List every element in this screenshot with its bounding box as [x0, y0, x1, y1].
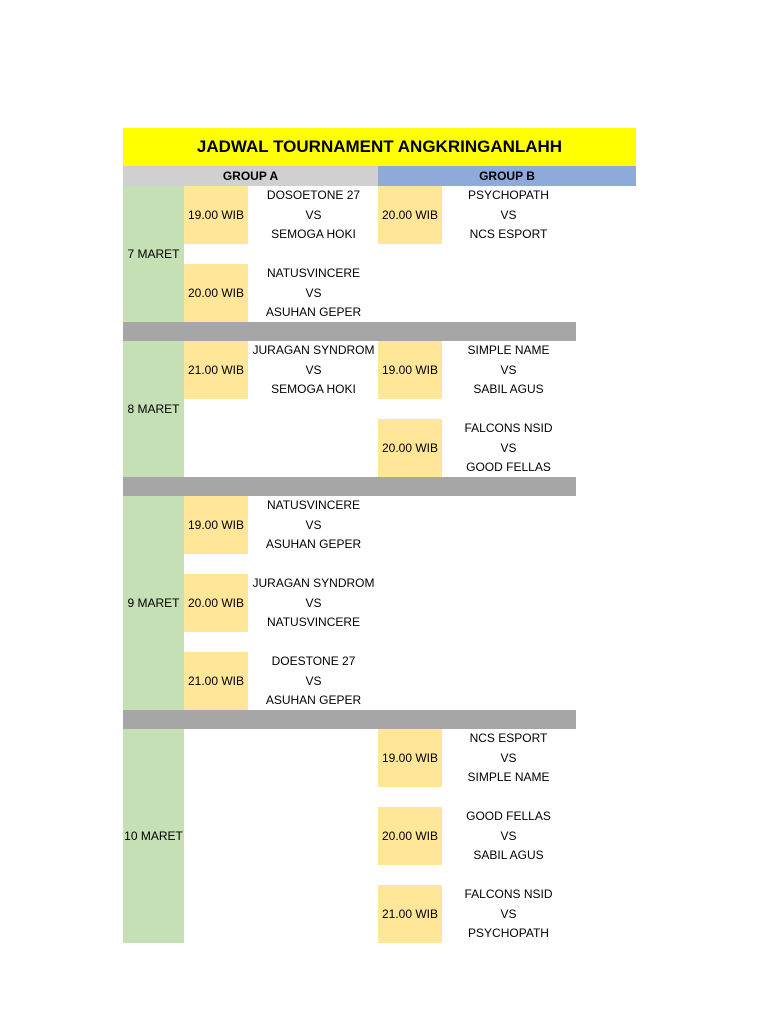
vs-label: VS: [500, 828, 517, 843]
page-title: JADWAL TOURNAMENT ANGKRINGANLAHH: [123, 128, 636, 166]
group-b-header: GROUP B: [378, 166, 636, 186]
time-cell: 19.00 WIB: [378, 729, 442, 787]
match-cell: [441, 807, 576, 865]
vs-label: VS: [500, 362, 517, 377]
day-separator: [123, 710, 576, 729]
vs-label: VS: [500, 750, 517, 765]
date-cell: 8 MARET: [123, 341, 184, 477]
vs-label: VS: [305, 595, 322, 610]
match-cell: [441, 729, 576, 787]
time-cell: 20.00 WIB: [184, 264, 248, 322]
time-cell: 19.00 WIB: [378, 341, 442, 399]
time-cell: 19.00 WIB: [184, 186, 248, 244]
team-name: GOOD FELLAS: [466, 809, 551, 823]
match-cell: [246, 341, 381, 399]
time-cell: 20.00 WIB: [378, 807, 442, 865]
date-cell: 9 MARET: [123, 496, 184, 710]
vs-label: VS: [305, 285, 322, 300]
team-name: PSYCHOPATH: [468, 926, 549, 940]
time-cell: 20.00 WIB: [184, 574, 248, 632]
team-name: NATUSVINCERE: [266, 615, 361, 629]
vs-label: VS: [500, 440, 517, 455]
team-name: SABIL AGUS: [473, 848, 544, 862]
team-name: SEMOGA HOKI: [271, 382, 356, 396]
day-separator: [123, 477, 576, 496]
team-name: JURAGAN SYNDROM: [252, 343, 375, 357]
team-name: SIMPLE NAME: [467, 343, 550, 357]
team-name: NATUSVINCERE: [266, 498, 361, 512]
team-name: SIMPLE NAME: [467, 770, 550, 784]
team-name: ASUHAN GEPER: [265, 537, 362, 551]
match-cell: [441, 341, 576, 399]
team-name: DOESTONE 27: [271, 654, 356, 668]
time-cell: 20.00 WIB: [378, 186, 442, 244]
vs-label: VS: [305, 517, 322, 532]
team-name: PSYCHOPATH: [468, 188, 549, 202]
time-cell: 21.00 WIB: [184, 652, 248, 710]
team-name: NATUSVINCERE: [266, 266, 361, 280]
team-name: SABIL AGUS: [473, 382, 544, 396]
team-name: FALCONS NSID: [464, 421, 553, 435]
group-a-header: GROUP A: [123, 166, 378, 186]
team-name: JURAGAN SYNDROM: [252, 576, 375, 590]
match-cell: [441, 186, 576, 244]
time-cell: 19.00 WIB: [184, 496, 248, 554]
team-name: ASUHAN GEPER: [265, 305, 362, 319]
team-name: ASUHAN GEPER: [265, 693, 362, 707]
match-cell: [441, 885, 576, 943]
match-cell: [246, 496, 381, 554]
vs-label: VS: [305, 673, 322, 688]
vs-label: VS: [305, 207, 322, 222]
team-name: NCS ESPORT: [469, 731, 548, 745]
date-cell: 10 MARET: [123, 729, 184, 943]
team-name: FALCONS NSID: [464, 887, 553, 901]
day-separator: [123, 322, 576, 341]
vs-label: VS: [500, 906, 517, 921]
time-cell: 20.00 WIB: [378, 419, 442, 477]
team-name: NCS ESPORT: [469, 227, 548, 241]
team-name: SEMOGA HOKI: [271, 227, 356, 241]
team-name: DOSOETONE 27: [266, 188, 361, 202]
vs-label: VS: [305, 362, 322, 377]
match-cell: [246, 652, 381, 710]
match-cell: [246, 186, 381, 244]
date-cell: 7 MARET: [123, 186, 184, 322]
time-cell: 21.00 WIB: [184, 341, 248, 399]
vs-label: VS: [500, 207, 517, 222]
match-cell: [246, 574, 381, 632]
time-cell: 21.00 WIB: [378, 885, 442, 943]
team-name: GOOD FELLAS: [466, 460, 551, 474]
match-cell: [441, 419, 576, 477]
match-cell: [246, 264, 381, 322]
